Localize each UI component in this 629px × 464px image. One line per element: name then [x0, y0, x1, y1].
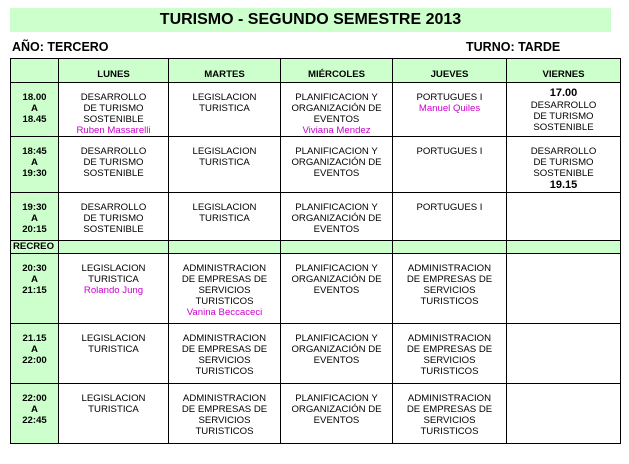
- time-text: A: [31, 157, 38, 168]
- class-cell: [393, 254, 507, 324]
- subject-line: TURISTICA: [88, 274, 139, 285]
- time-text: 20:30: [22, 263, 47, 274]
- class-cell: [393, 193, 507, 241]
- schedule-row: [11, 193, 621, 241]
- class-cell: [281, 384, 393, 444]
- subject-line: EVENTOS: [313, 285, 360, 296]
- time-text: 18.45: [22, 114, 47, 125]
- subject-line: PORTUGUES I: [416, 92, 483, 103]
- subject-line: SERVICIOS: [423, 285, 476, 296]
- subject-line: ORGANIZACIÓN DE: [291, 344, 382, 355]
- time-text: 18.00: [22, 92, 47, 103]
- subject-line: ADMINISTRACION: [407, 263, 492, 274]
- subject-line: TURISTICOS: [195, 296, 254, 307]
- time-slot: [11, 254, 59, 324]
- subject-line: SERVICIOS: [423, 355, 476, 366]
- time-slot: [11, 193, 59, 241]
- class-cell: [281, 137, 393, 193]
- time-text: 19:30: [22, 202, 47, 213]
- teacher-name: Manuel Quiles: [418, 103, 481, 114]
- time-text: 22:45: [22, 415, 47, 426]
- schedule-row: [11, 384, 621, 444]
- subject-line: PORTUGUES I: [416, 146, 483, 157]
- start-time: 17.00: [549, 87, 578, 99]
- header-day: JUEVES: [393, 59, 507, 83]
- class-cell: [169, 254, 281, 324]
- time-text: 21.15: [22, 333, 47, 344]
- subject-line: DE EMPRESAS DE: [181, 274, 268, 285]
- class-cell: [169, 137, 281, 193]
- time-text: A: [31, 213, 38, 224]
- class-cell: [281, 83, 393, 137]
- class-cell: [59, 384, 169, 444]
- subject-line: DE TURISMO: [533, 157, 594, 168]
- subject-line: ADMINISTRACION: [407, 333, 492, 344]
- class-cell: [393, 83, 507, 137]
- subject-line: SERVICIOS: [423, 415, 476, 426]
- class-cell: [507, 193, 621, 241]
- subject-line: SOSTENIBLE: [533, 122, 594, 133]
- class-cell: [393, 384, 507, 444]
- class-cell: [507, 83, 621, 137]
- year-label: AÑO: TERCERO: [12, 40, 109, 54]
- recreo-empty-cell: [507, 241, 621, 254]
- subject-line: PLANIFICACION Y: [295, 333, 378, 344]
- subject-line: SOSTENIBLE: [83, 114, 144, 125]
- class-cell: [507, 324, 621, 384]
- subject-line: LEGISLACION: [81, 333, 146, 344]
- time-text: A: [31, 344, 38, 355]
- page-title: TURISMO - SEGUNDO SEMESTRE 2013: [10, 8, 611, 32]
- subject-line: DE EMPRESAS DE: [406, 404, 493, 415]
- time-slot: [11, 384, 59, 444]
- time-text: 18:45: [22, 146, 47, 157]
- subject-line: TURISTICOS: [420, 426, 479, 437]
- time-text: 21:15: [22, 285, 47, 296]
- teacher-name: Ruben Massarelli: [76, 125, 151, 136]
- subject-line: DESARROLLO: [530, 146, 597, 157]
- class-cell: [169, 384, 281, 444]
- subject-line: DE TURISMO: [533, 111, 594, 122]
- schedule-row: [11, 254, 621, 324]
- subject-line: ORGANIZACIÓN DE: [291, 404, 382, 415]
- class-cell: [281, 193, 393, 241]
- subject-line: ADMINISTRACION: [407, 393, 492, 404]
- subject-line: EVENTOS: [313, 168, 360, 179]
- schedule-row: [11, 137, 621, 193]
- subject-line: ADMINISTRACION: [182, 333, 267, 344]
- time-text: A: [31, 404, 38, 415]
- time-slot: [11, 324, 59, 384]
- subject-line: DESARROLLO: [80, 202, 147, 213]
- subject-line: TURISTICA: [88, 404, 139, 415]
- subject-line: DE TURISMO: [83, 213, 144, 224]
- subject-line: DE EMPRESAS DE: [181, 404, 268, 415]
- subject-line: SERVICIOS: [198, 415, 251, 426]
- teacher-name: Rolando Jung: [83, 285, 144, 296]
- subject-line: DE EMPRESAS DE: [406, 344, 493, 355]
- class-cell: [281, 324, 393, 384]
- subject-line: TURISTICOS: [420, 366, 479, 377]
- subject-line: TURISTICA: [199, 157, 250, 168]
- schedule-row: [11, 83, 621, 137]
- schedule-body: [11, 59, 621, 444]
- subject-line: LEGISLACION: [192, 146, 257, 157]
- time-slot: [11, 83, 59, 137]
- time-text: 22:00: [22, 355, 47, 366]
- header-row: [11, 59, 621, 83]
- subject-line: LEGISLACION: [192, 202, 257, 213]
- class-cell: [59, 193, 169, 241]
- class-cell: [507, 137, 621, 193]
- subject-line: TURISTICA: [88, 344, 139, 355]
- subject-line: PORTUGUES I: [416, 202, 483, 213]
- header-day: MARTES: [169, 59, 281, 83]
- time-text: A: [31, 103, 38, 114]
- class-cell: [169, 324, 281, 384]
- subject-line: DE EMPRESAS DE: [181, 344, 268, 355]
- subject-line: PLANIFICACION Y: [295, 263, 378, 274]
- subject-line: EVENTOS: [313, 224, 360, 235]
- subject-line: LEGISLACION: [81, 393, 146, 404]
- subject-line: SOSTENIBLE: [83, 168, 144, 179]
- header-day: MIÉRCOLES: [281, 59, 393, 83]
- class-cell: [169, 193, 281, 241]
- subject-line: DE TURISMO: [83, 157, 144, 168]
- class-cell: [59, 324, 169, 384]
- time-text: A: [31, 274, 38, 285]
- class-cell: [507, 254, 621, 324]
- class-cell: [59, 254, 169, 324]
- subject-line: PLANIFICACION Y: [295, 202, 378, 213]
- subject-line: SERVICIOS: [198, 285, 251, 296]
- subject-line: ORGANIZACIÓN DE: [291, 157, 382, 168]
- subject-line: EVENTOS: [313, 415, 360, 426]
- time-text: 22:00: [22, 393, 47, 404]
- header-day: LUNES: [59, 59, 169, 83]
- teacher-name: Vanina Beccaceci: [186, 307, 263, 318]
- class-cell: [393, 324, 507, 384]
- subject-line: TURISTICOS: [420, 296, 479, 307]
- subject-line: EVENTOS: [313, 355, 360, 366]
- recreo-empty-cell: [281, 241, 393, 254]
- subject-line: DESARROLLO: [530, 100, 597, 111]
- recreo-empty-cell: [59, 241, 169, 254]
- recreo-empty-cell: [393, 241, 507, 254]
- subject-line: LEGISLACION: [192, 92, 257, 103]
- subject-line: TURISTICA: [199, 103, 250, 114]
- time-slot: [11, 137, 59, 193]
- subject-line: ORGANIZACIÓN DE: [291, 103, 382, 114]
- subject-line: SOSTENIBLE: [533, 168, 594, 179]
- subject-line: LEGISLACION: [81, 263, 146, 274]
- class-cell: [281, 254, 393, 324]
- subject-line: ORGANIZACIÓN DE: [291, 213, 382, 224]
- class-cell: [393, 137, 507, 193]
- subject-line: ORGANIZACIÓN DE: [291, 274, 382, 285]
- recreo-empty-cell: [169, 241, 281, 254]
- subject-line: TURISTICA: [199, 213, 250, 224]
- schedule-table: [10, 58, 621, 444]
- subject-line: ADMINISTRACION: [182, 393, 267, 404]
- subject-line: DESARROLLO: [80, 146, 147, 157]
- subject-line: EVENTOS: [313, 114, 360, 125]
- subject-line: SERVICIOS: [198, 355, 251, 366]
- class-cell: [507, 384, 621, 444]
- subject-line: PLANIFICACION Y: [295, 393, 378, 404]
- recreo-label: RECREO: [11, 241, 59, 254]
- class-cell: [169, 83, 281, 137]
- class-cell: [59, 137, 169, 193]
- teacher-name: Viviana Mendez: [302, 125, 371, 136]
- end-time: 19.15: [549, 179, 578, 191]
- subject-line: DE TURISMO: [83, 103, 144, 114]
- subject-line: TURISTICOS: [195, 426, 254, 437]
- recreo-row: [11, 241, 621, 254]
- header-corner: [11, 59, 59, 83]
- subject-line: PLANIFICACION Y: [295, 146, 378, 157]
- subject-line: DE EMPRESAS DE: [406, 274, 493, 285]
- time-text: 19:30: [22, 168, 47, 179]
- schedule-row: [11, 324, 621, 384]
- subject-line: TURISTICOS: [195, 366, 254, 377]
- subject-line: ADMINISTRACION: [182, 263, 267, 274]
- time-text: 20:15: [22, 224, 47, 235]
- class-cell: [59, 83, 169, 137]
- subject-line: PLANIFICACION Y: [295, 92, 378, 103]
- subject-line: SOSTENIBLE: [83, 224, 144, 235]
- header-day: VIERNES: [507, 59, 621, 83]
- subject-line: DESARROLLO: [80, 92, 147, 103]
- shift-label: TURNO: TARDE: [466, 40, 561, 54]
